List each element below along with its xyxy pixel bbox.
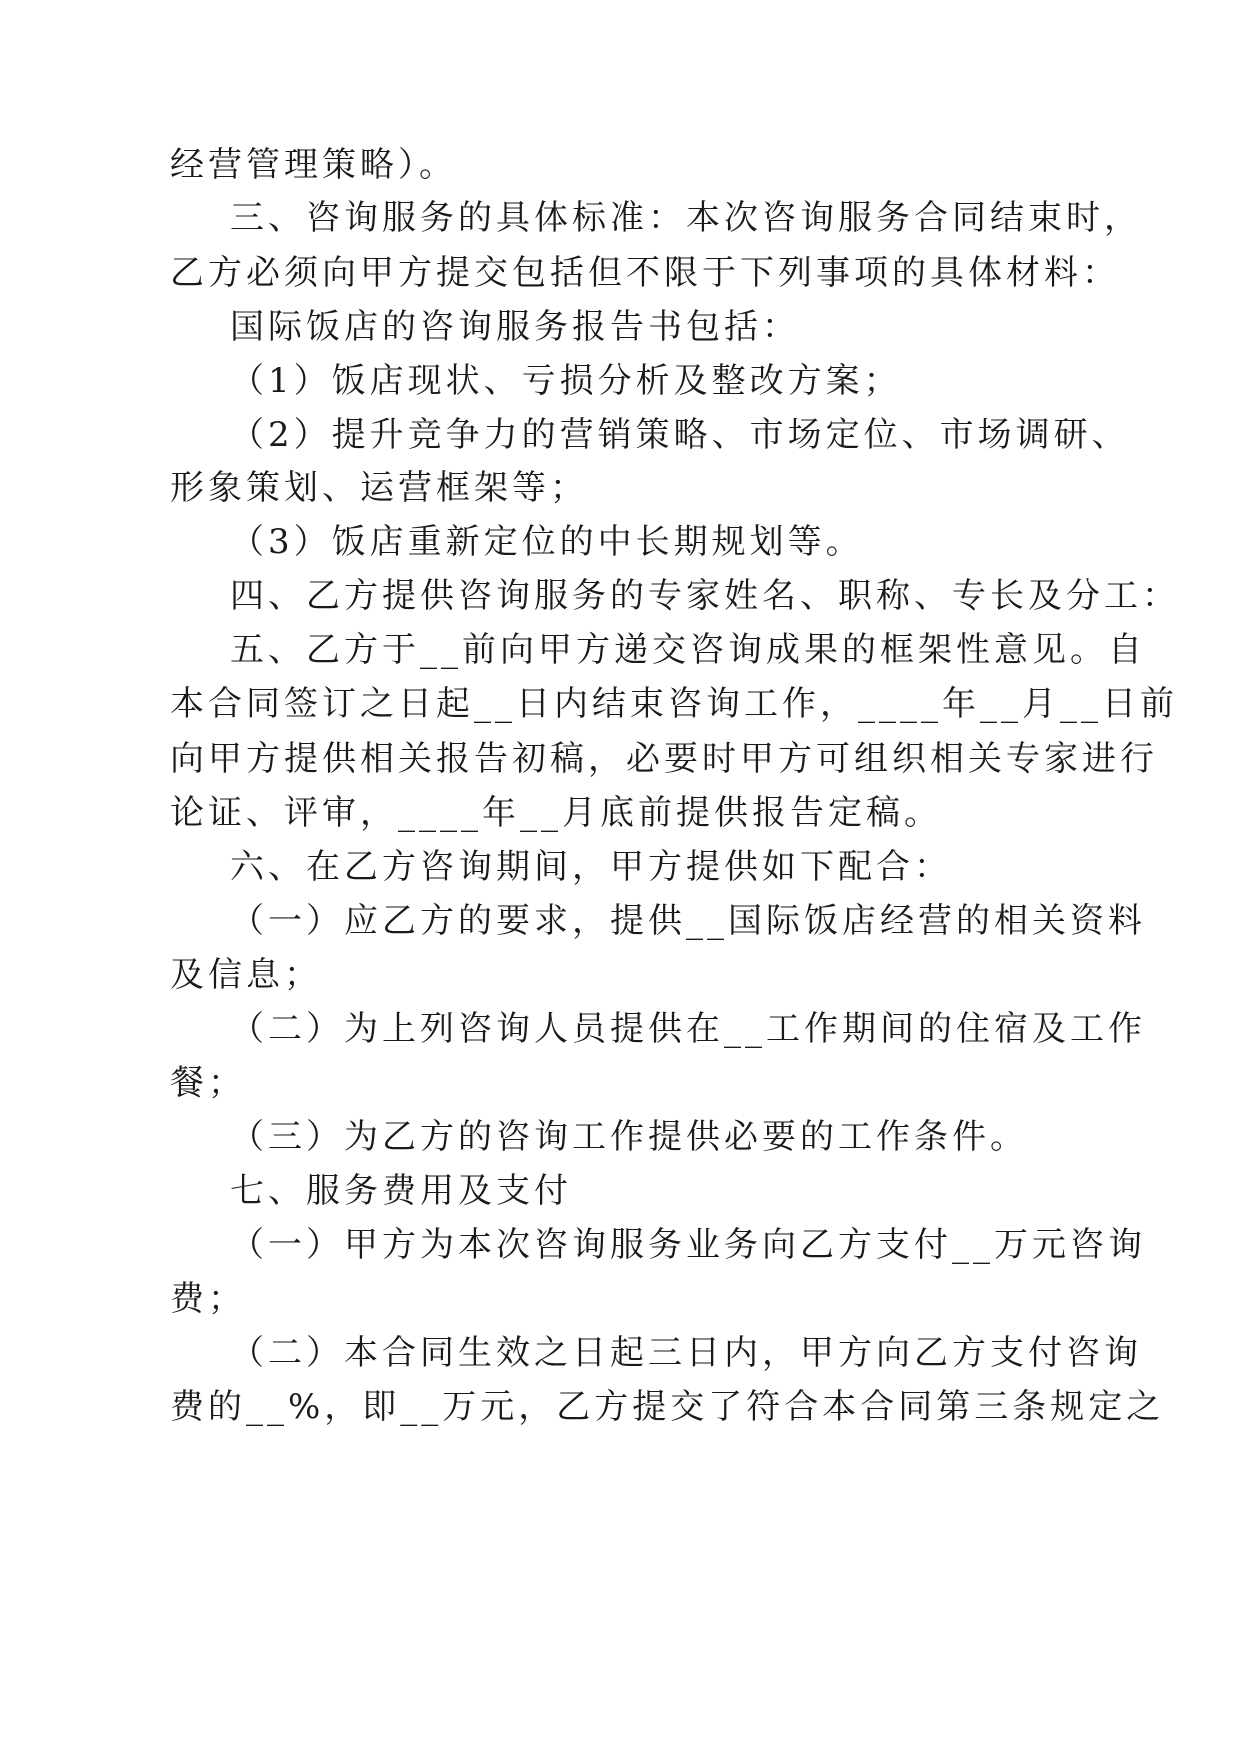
text-line: 及信息； (170, 955, 322, 995)
text-line: 向甲方提供相关报告初稿，必要时甲方可组织相关专家进行 (170, 739, 1158, 779)
text-line: （三）为乙方的咨询工作提供必要的工作条件。 (230, 1117, 1028, 1157)
text-line: 国际饭店的咨询服务报告书包括： (230, 307, 800, 347)
text-line: 费； (170, 1279, 246, 1319)
text-line: 餐； (170, 1063, 246, 1103)
text-line: 经营管理策略）。 (170, 145, 457, 185)
text-line: （1）饭店现状、亏损分析及整改方案； (230, 361, 902, 401)
text-line: 论证、评审，____年__月底前提供报告定稿。 (170, 793, 942, 833)
text-line: （二）本合同生效之日起三日内，甲方向乙方支付咨询 (230, 1333, 1142, 1373)
text-line: （一）应乙方的要求，提供__国际饭店经营的相关资料 (230, 901, 1146, 941)
text-line: 三、咨询服务的具体标准：本次咨询服务合同结束时， (230, 198, 1142, 238)
text-line: 乙方必须向甲方提交包括但不限于下列事项的具体材料： (170, 253, 1120, 293)
text-line: 五、乙方于__前向甲方递交咨询成果的框架性意见。自 (230, 630, 1146, 670)
text-line: 四、乙方提供咨询服务的专家姓名、职称、专长及分工： (230, 576, 1180, 616)
text-line: （一）甲方为本次咨询服务业务向乙方支付__万元咨询 (230, 1225, 1146, 1265)
text-line: 七、服务费用及支付 (230, 1171, 572, 1211)
text-line: （3）饭店重新定位的中长期规划等。 (230, 522, 864, 562)
text-line: 形象策划、运营框架等； (170, 468, 588, 508)
text-line: （二）为上列咨询人员提供在__工作期间的住宿及工作 (230, 1009, 1146, 1049)
text-line: （2）提升竞争力的营销策略、市场定位、市场调研、 (230, 415, 1130, 455)
text-line: 六、在乙方咨询期间，甲方提供如下配合： (230, 847, 952, 887)
text-line: 本合同签订之日起__日内结束咨询工作，____年__月__日前 (170, 684, 1178, 724)
text-line: 费的__%，即__万元，乙方提交了符合本合同第三条规定之 (170, 1387, 1165, 1427)
